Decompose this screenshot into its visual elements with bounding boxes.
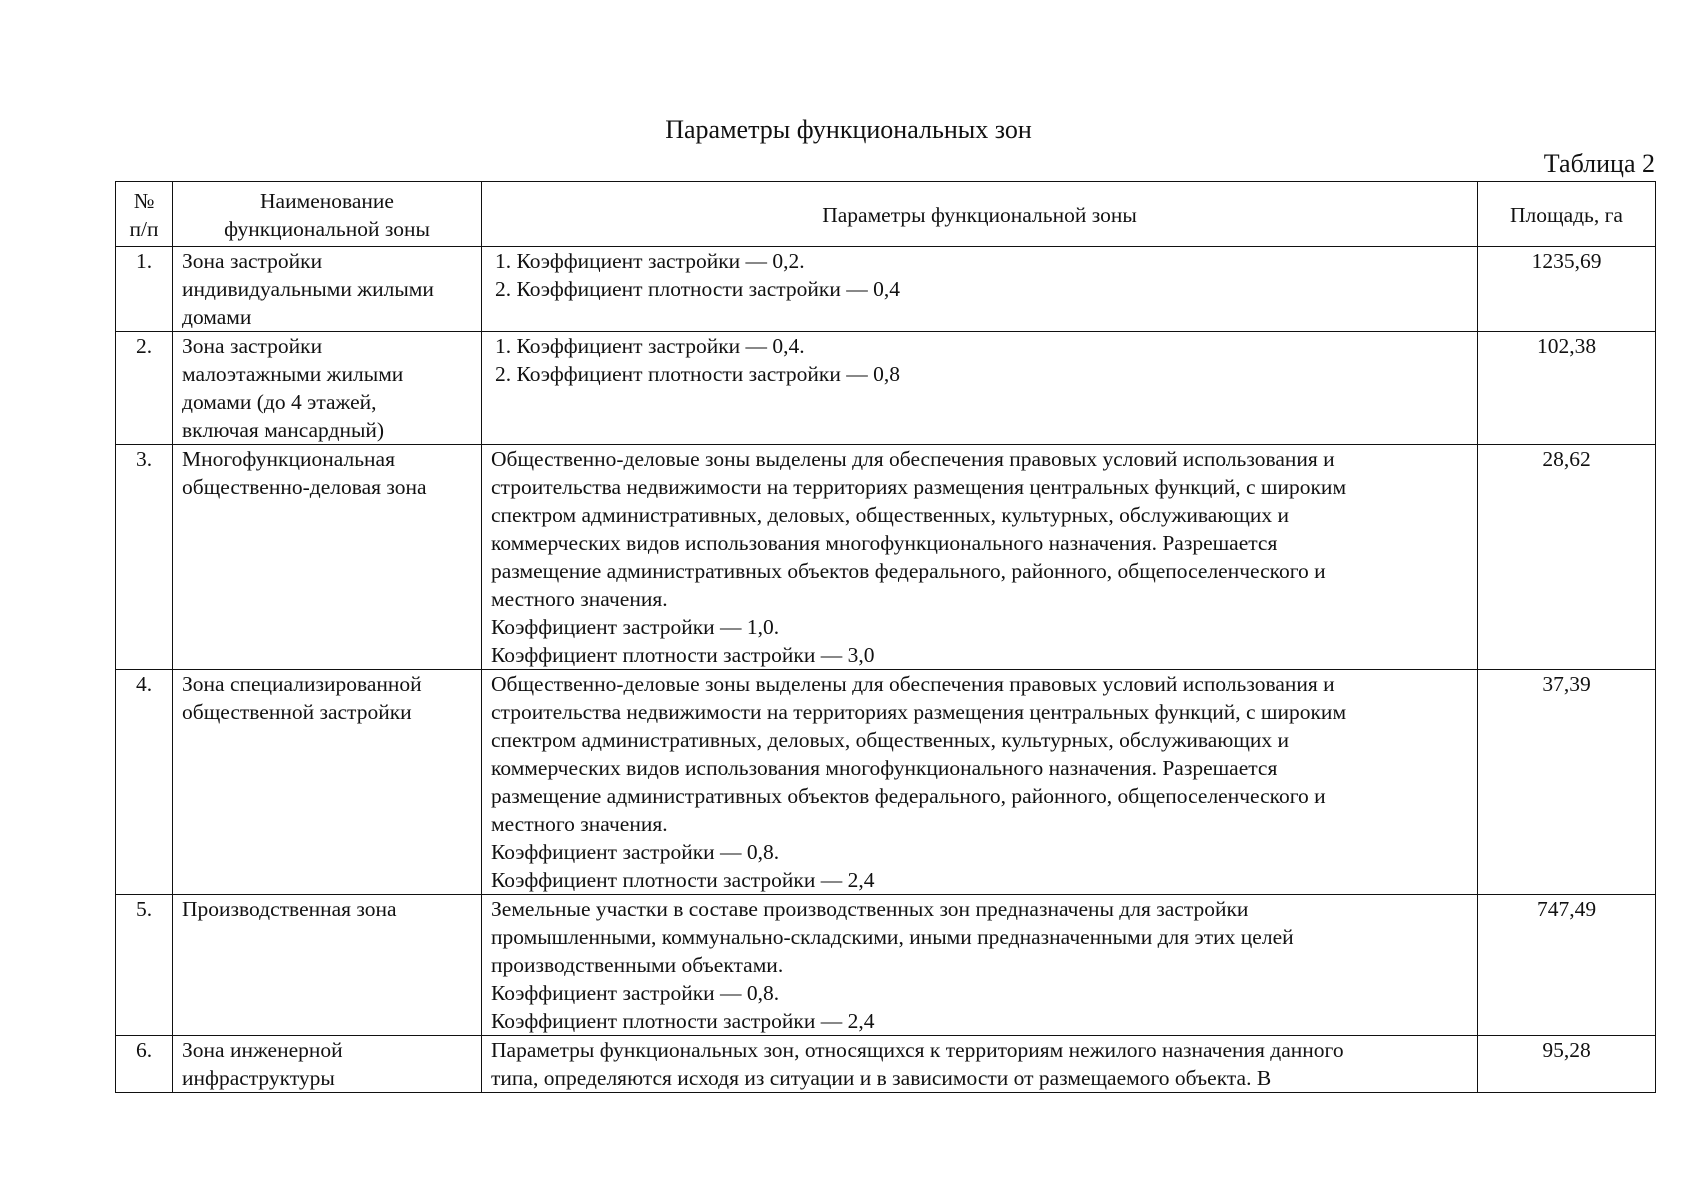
param-line: производственными объектами. (491, 953, 784, 977)
param-line: размещение административных объектов федерального, районного, общепоселенческого и (491, 559, 1326, 583)
table-row (116, 445, 1656, 670)
param-line: коммерческих видов использования многофункционального назначения. Разрешается (491, 756, 1278, 780)
zone-name (173, 1036, 482, 1093)
row-number: 6. (116, 1036, 173, 1093)
table-row (116, 247, 1656, 332)
param-line: коммерческих видов использования многофункционального назначения. Разрешается (491, 531, 1278, 555)
param-line: строительства недвижимости на территориях размещения центральных функций, с широким (491, 700, 1347, 724)
zone-params (482, 1036, 1478, 1093)
zone-params (482, 670, 1478, 895)
zone-area: 747,49 (1478, 895, 1656, 1036)
zones-table (115, 181, 1656, 1093)
row-number: 3. (116, 445, 173, 670)
table-header-row (116, 182, 1656, 247)
zone-name-line: Производственная зона (182, 897, 397, 921)
zone-name-line: инфраструктуры (182, 1066, 335, 1090)
param-line: 1. Коэффициент застройки — 0,4. (495, 334, 805, 358)
zone-name-line: малоэтажными жилыми (182, 362, 404, 386)
param-line: Земельные участки в составе производственных зон предназначены для застройки (491, 897, 1249, 921)
zone-name-line: общественно-деловая зона (182, 475, 427, 499)
zone-area: 102,38 (1478, 332, 1656, 445)
zone-name-line: общественной застройки (182, 700, 412, 724)
row-number: 4. (116, 670, 173, 895)
zone-params (482, 247, 1478, 332)
param-line: Общественно-деловые зоны выделены для обеспечения правовых условий использования и (491, 447, 1335, 471)
zone-name (173, 247, 482, 332)
header-name-line: Наименование (260, 189, 394, 213)
header-num (116, 182, 173, 247)
table-row (116, 332, 1656, 445)
zone-name-line: Зона инженерной (182, 1038, 343, 1062)
zone-name-line: Зона специализированной (182, 672, 422, 696)
param-line: типа, определяются исходя из ситуации и в зависимости от размещаемого объекта. В (491, 1066, 1272, 1090)
zone-area: 1235,69 (1478, 247, 1656, 332)
zone-area: 37,39 (1478, 670, 1656, 895)
zone-params (482, 445, 1478, 670)
param-line: Общественно-деловые зоны выделены для обеспечения правовых условий использования и (491, 672, 1335, 696)
zone-name (173, 445, 482, 670)
param-line: Коэффициент застройки — 0,8. (491, 840, 780, 864)
zone-name-line: Зона застройки (182, 334, 323, 358)
param-line: Параметры функциональных зон, относящихся к территориям нежилого назначения данного (491, 1038, 1344, 1062)
param-line: местного значения. (491, 812, 668, 836)
param-line: Коэффициент плотности застройки — 3,0 (491, 643, 875, 667)
param-line: строительства недвижимости на территориях размещения центральных функций, с широким (491, 475, 1347, 499)
zone-params (482, 895, 1478, 1036)
param-line: 2. Коэффициент плотности застройки — 0,8 (495, 362, 900, 386)
zone-name-line: Многофункциональная (182, 447, 395, 471)
row-number: 5. (116, 895, 173, 1036)
param-line: Коэффициент застройки — 0,8. (491, 981, 780, 1005)
zone-name (173, 670, 482, 895)
zone-name (173, 895, 482, 1036)
row-number: 2. (116, 332, 173, 445)
zone-name-line: Зона застройки (182, 249, 323, 273)
param-line: 2. Коэффициент плотности застройки — 0,4 (495, 277, 900, 301)
table-label: Таблица 2 (1543, 149, 1655, 178)
header-num-line: № (133, 189, 155, 213)
param-line: спектром административных, деловых, общественных, культурных, обслуживающих и (491, 728, 1290, 752)
param-line: местного значения. (491, 587, 668, 611)
zone-area: 95,28 (1478, 1036, 1656, 1093)
zone-name-line: домами (182, 305, 252, 329)
zone-name-line: домами (до 4 этажей, (182, 390, 377, 414)
header-params: Параметры функциональной зоны (482, 182, 1478, 247)
param-line: Коэффициент плотности застройки — 2,4 (491, 1009, 875, 1033)
zone-name-line: включая мансардный) (182, 418, 385, 442)
param-line: Коэффициент плотности застройки — 2,4 (491, 868, 875, 892)
param-line: спектром административных, деловых, общественных, культурных, обслуживающих и (491, 503, 1290, 527)
table-row (116, 895, 1656, 1036)
param-line: размещение административных объектов федерального, районного, общепоселенческого и (491, 784, 1326, 808)
page-title: Параметры функциональных зон (665, 115, 1032, 144)
param-line: Коэффициент застройки — 1,0. (491, 615, 780, 639)
header-name (173, 182, 482, 247)
zone-params (482, 332, 1478, 445)
row-number: 1. (116, 247, 173, 332)
header-num-line: п/п (129, 217, 159, 241)
param-line: 1. Коэффициент застройки — 0,2. (495, 249, 805, 273)
table-row (116, 670, 1656, 895)
header-name-line: функциональной зоны (224, 217, 430, 241)
param-line: промышленными, коммунально-складскими, иными предназначенными для этих целей (491, 925, 1294, 949)
table-row (116, 1036, 1656, 1093)
zone-name-line: индивидуальными жилыми (182, 277, 434, 301)
zone-area: 28,62 (1478, 445, 1656, 670)
zone-name (173, 332, 482, 445)
header-area: Площадь, га (1478, 182, 1656, 247)
